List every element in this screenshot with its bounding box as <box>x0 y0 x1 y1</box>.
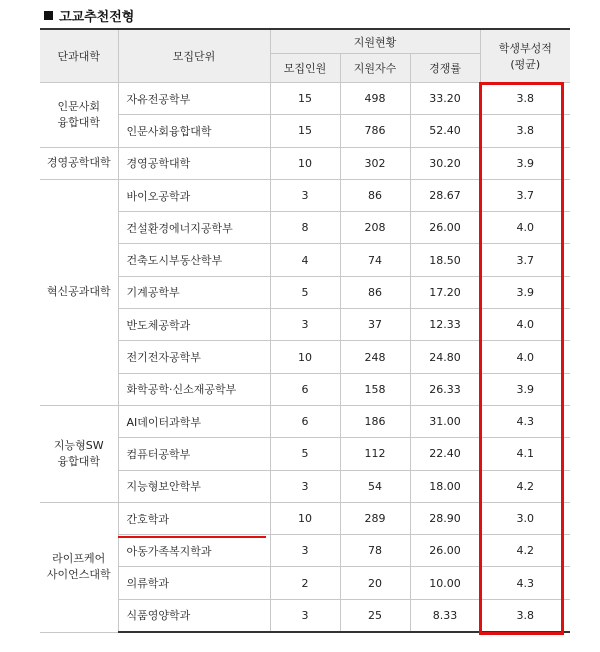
table-row <box>40 502 570 534</box>
table-row <box>40 244 570 276</box>
competition-cell: 26.00 <box>410 535 480 567</box>
header-applications: 지원현황 <box>270 29 480 54</box>
unit-cell: 의류학과 <box>118 567 270 599</box>
quota-cell: 6 <box>270 373 340 405</box>
applicants-cell: 37 <box>340 309 410 341</box>
competition-cell: 26.00 <box>410 212 480 244</box>
applicants-cell: 302 <box>340 147 410 179</box>
header-gpa-line2: (평균) <box>510 58 541 71</box>
competition-cell: 8.33 <box>410 599 480 632</box>
applicants-cell: 25 <box>340 599 410 632</box>
unit-cell: 화학공학·신소재공학부 <box>118 373 270 405</box>
table-row <box>40 83 570 115</box>
college-cell: 라이프케어 사이언스대학 <box>40 502 118 632</box>
quota-cell: 2 <box>270 567 340 599</box>
table-row <box>40 276 570 308</box>
table-row <box>40 179 570 211</box>
unit-cell: 기계공학부 <box>118 276 270 308</box>
applicants-cell: 78 <box>340 535 410 567</box>
competition-cell: 33.20 <box>410 83 480 115</box>
quota-cell: 3 <box>270 309 340 341</box>
applicants-cell: 74 <box>340 244 410 276</box>
header-competition: 경쟁률 <box>410 54 480 83</box>
applicants-cell: 86 <box>340 179 410 211</box>
unit-cell: 반도체공학과 <box>118 309 270 341</box>
header-college: 단과대학 <box>40 29 118 83</box>
applicants-cell: 158 <box>340 373 410 405</box>
quota-cell: 6 <box>270 405 340 437</box>
gpa-cell: 3.7 <box>480 244 570 276</box>
table-row <box>40 147 570 179</box>
quota-cell: 3 <box>270 179 340 211</box>
competition-cell: 30.20 <box>410 147 480 179</box>
gpa-cell: 3.7 <box>480 179 570 211</box>
table-row <box>40 535 570 567</box>
college-cell: 경영공학대학 <box>40 147 118 179</box>
applicants-cell: 54 <box>340 470 410 502</box>
header-quota: 모집인원 <box>270 54 340 83</box>
quota-cell: 4 <box>270 244 340 276</box>
table-row <box>40 567 570 599</box>
unit-cell: 지능형보안학부 <box>118 470 270 502</box>
competition-cell: 26.33 <box>410 373 480 405</box>
square-bullet-icon <box>44 11 53 20</box>
unit-cell: 전기전자공학부 <box>118 341 270 373</box>
gpa-cell: 4.0 <box>480 309 570 341</box>
table-row <box>40 309 570 341</box>
unit-cell: 식품영양학과 <box>118 599 270 632</box>
quota-cell: 5 <box>270 438 340 470</box>
quota-cell: 3 <box>270 535 340 567</box>
header-unit: 모집단위 <box>118 29 270 83</box>
applicants-cell: 289 <box>340 502 410 534</box>
competition-cell: 10.00 <box>410 567 480 599</box>
gpa-cell: 4.3 <box>480 405 570 437</box>
applicants-cell: 112 <box>340 438 410 470</box>
admissions-table <box>40 28 570 633</box>
competition-cell: 18.50 <box>410 244 480 276</box>
gpa-cell: 3.9 <box>480 147 570 179</box>
gpa-cell: 4.0 <box>480 212 570 244</box>
competition-cell: 12.33 <box>410 309 480 341</box>
table-row <box>40 341 570 373</box>
gpa-cell: 3.9 <box>480 276 570 308</box>
quota-cell: 8 <box>270 212 340 244</box>
header-applicants: 지원자수 <box>340 54 410 83</box>
unit-cell: 간호학과 <box>118 502 270 534</box>
quota-cell: 15 <box>270 115 340 147</box>
gpa-cell: 4.3 <box>480 567 570 599</box>
gpa-cell: 3.9 <box>480 373 570 405</box>
table-row <box>40 115 570 147</box>
unit-cell: 자유전공학부 <box>118 83 270 115</box>
applicants-cell: 20 <box>340 567 410 599</box>
header-gpa <box>480 29 570 83</box>
applicants-cell: 208 <box>340 212 410 244</box>
quota-cell: 10 <box>270 502 340 534</box>
competition-cell: 22.40 <box>410 438 480 470</box>
table-row <box>40 438 570 470</box>
competition-cell: 28.90 <box>410 502 480 534</box>
quota-cell: 10 <box>270 147 340 179</box>
table-row <box>40 212 570 244</box>
gpa-cell: 3.0 <box>480 502 570 534</box>
competition-cell: 24.80 <box>410 341 480 373</box>
competition-cell: 18.00 <box>410 470 480 502</box>
gpa-cell: 4.2 <box>480 535 570 567</box>
quota-cell: 3 <box>270 470 340 502</box>
quota-cell: 5 <box>270 276 340 308</box>
unit-cell: 경영공학대학 <box>118 147 270 179</box>
table-row <box>40 470 570 502</box>
unit-cell: 건축도시부동산학부 <box>118 244 270 276</box>
gpa-cell: 4.0 <box>480 341 570 373</box>
competition-cell: 31.00 <box>410 405 480 437</box>
college-cell: 인문사회 융합대학 <box>40 83 118 148</box>
section-title <box>44 6 134 25</box>
gpa-cell: 4.1 <box>480 438 570 470</box>
gpa-cell: 3.8 <box>480 83 570 115</box>
quota-cell: 3 <box>270 599 340 632</box>
header-gpa-line1: 학생부성적 <box>498 42 552 55</box>
applicants-cell: 248 <box>340 341 410 373</box>
gpa-cell: 3.8 <box>480 115 570 147</box>
table-body <box>40 83 570 633</box>
college-cell: 혁신공과대학 <box>40 179 118 405</box>
table-row <box>40 405 570 437</box>
competition-cell: 52.40 <box>410 115 480 147</box>
table-row <box>40 599 570 632</box>
unit-cell: 아동가족복지학과 <box>118 535 270 567</box>
unit-cell: AI데이터과학부 <box>118 405 270 437</box>
applicants-cell: 786 <box>340 115 410 147</box>
competition-cell: 28.67 <box>410 179 480 211</box>
gpa-cell: 4.2 <box>480 470 570 502</box>
table-row <box>40 373 570 405</box>
competition-cell: 17.20 <box>410 276 480 308</box>
unit-cell: 컴퓨터공학부 <box>118 438 270 470</box>
applicants-cell: 186 <box>340 405 410 437</box>
unit-cell: 건설환경에너지공학부 <box>118 212 270 244</box>
quota-cell: 15 <box>270 83 340 115</box>
section-title-text: 고교추천전형 <box>59 10 135 25</box>
gpa-cell: 3.8 <box>480 599 570 632</box>
applicants-cell: 86 <box>340 276 410 308</box>
applicants-cell: 498 <box>340 83 410 115</box>
college-cell: 지능형SW 융합대학 <box>40 405 118 502</box>
unit-cell: 인문사회융합대학 <box>118 115 270 147</box>
unit-cell: 바이오공학과 <box>118 179 270 211</box>
quota-cell: 10 <box>270 341 340 373</box>
